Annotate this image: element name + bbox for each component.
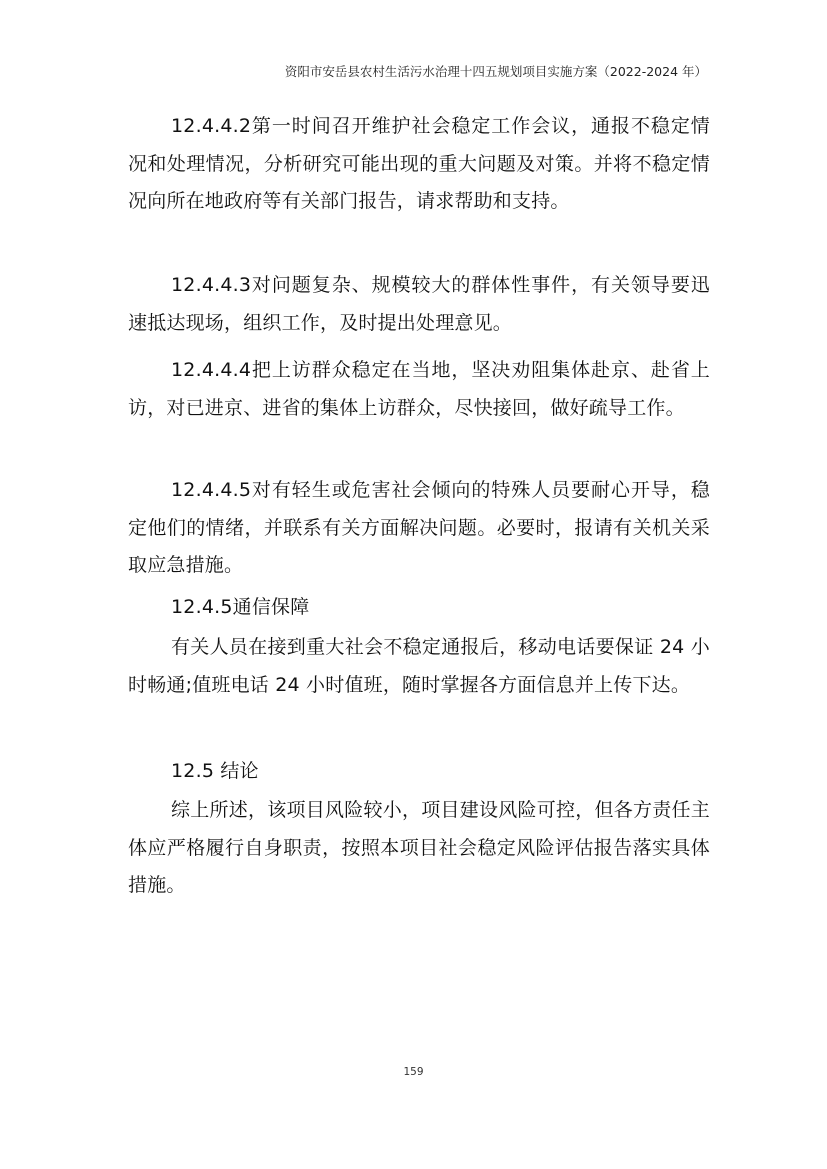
paragraph-text: 12.4.4.4把上访群众稳定在当地，坚决劝阻集体赴京、赴省上访，对已进京、进省的集体上访群众，尽快接回，做好疏导工作。 [128,359,710,419]
paragraph-12-4-4-5 [128,472,710,585]
running-header: 资阳市安岳县农村生活污水治理十四五规划项目实施方案（2022-2024 年） [284,64,707,79]
section-heading-12-4-5 [128,589,710,627]
section-heading-12-5 [128,753,710,791]
paragraph-text: 12.4.4.3对问题复杂、规模较大的群体性事件，有关领导要迅速抵达现场，组织工作，及时提出处理意见。 [128,274,710,334]
paragraph-text: 12.4.4.2第一时间召开维护社会稳定工作会议，通报不稳定情况和处理情况，分析研究可能出现的重大问题及对策。并将不稳定情况向所在地政府等有关部门报告，请求帮助和支持。 [128,115,710,212]
header-divider [120,82,707,83]
paragraph-text: 有关人员在接到重大社会不稳定通报后，移动电话要保证 24 小时畅通;值班电话 24 小时值班，随时掌握各方面信息并上传下达。 [128,636,710,696]
paragraph-12-4-4-3 [128,267,710,342]
paragraph-text: 12.4.4.5对有轻生或危害社会倾向的特殊人员要耐心开导，稳定他们的情绪，并联系有关方面解决问题。必要时，报请有关机关采取应急措施。 [128,479,710,576]
paragraph-conclusion [128,792,710,905]
paragraph-12-4-4-4 [128,352,710,427]
page-number: 159 [403,1066,424,1078]
paragraph-text: 综上所述，该项目风险较小，项目建设风险可控，但各方责任主体应严格履行自身职责，按照本项目社会稳定风险评估报告落实具体措施。 [128,799,710,896]
heading-text: 12.4.5通信保障 [171,596,310,618]
paragraph-12-4-4-2 [128,108,710,221]
heading-text: 12.5 结论 [171,760,259,782]
paragraph-communication [128,629,710,704]
